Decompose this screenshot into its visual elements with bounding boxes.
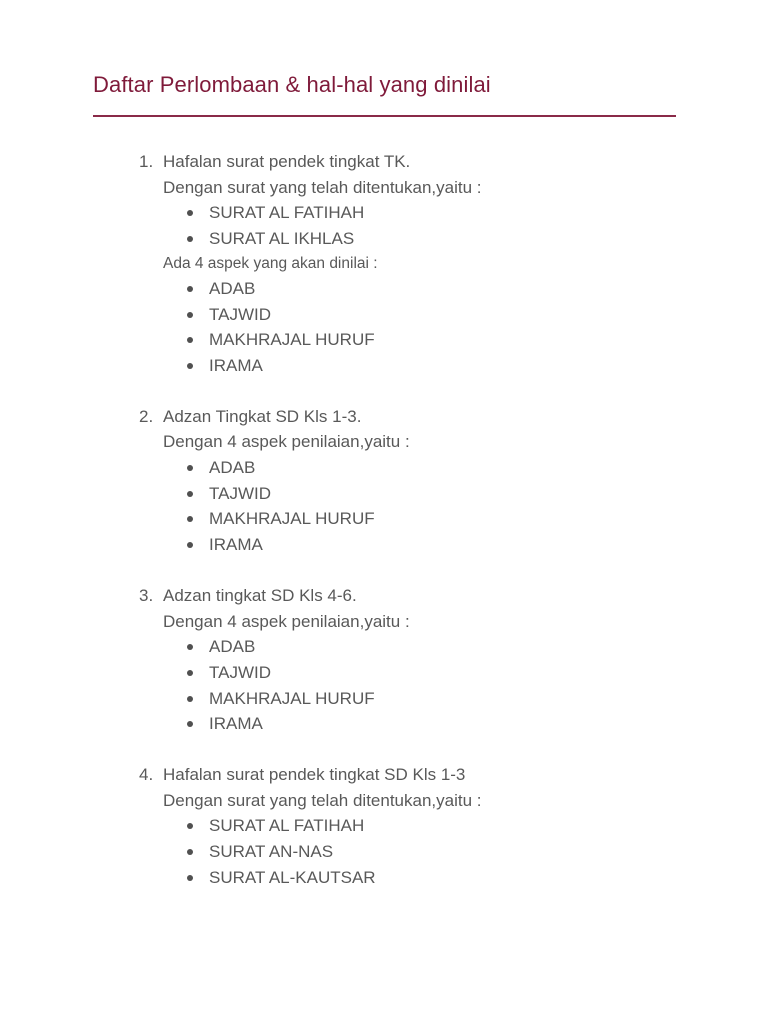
aspect-list (163, 634, 768, 737)
aspect-item (163, 711, 768, 737)
aspect-label: IRAMA (209, 355, 263, 375)
bullet-dot-icon (187, 491, 193, 497)
contest-heading: Adzan tingkat SD Kls 4-6. (163, 585, 357, 605)
bullet-dot-icon (187, 823, 193, 829)
contest-number: 1. (139, 152, 154, 171)
contest-intro: Dengan 4 aspek penilaian,yaitu : (163, 611, 410, 631)
surah-item (163, 813, 768, 839)
bullet-dot-icon (187, 210, 193, 216)
aspect-list (163, 276, 768, 379)
aspect-label: ADAB (209, 278, 256, 298)
page-title: Daftar Perlombaan & hal-hal yang dinilai (93, 72, 491, 97)
aspect-label: TAJWID (209, 304, 272, 324)
contest-item-2 (0, 404, 768, 558)
bullet-dot-icon (187, 286, 193, 292)
surah-label: SURAT AN-NAS (209, 842, 334, 862)
bullet-dot-icon (187, 721, 193, 727)
contest-heading: Hafalan surat pendek tingkat TK. (163, 152, 411, 171)
contest-intro: Dengan surat yang telah ditentukan,yaitu : (163, 177, 482, 197)
aspect-item (163, 506, 768, 532)
aspect-label: IRAMA (209, 535, 263, 555)
contest-item-4 (0, 762, 768, 891)
aspect-item (163, 327, 768, 353)
aspect-item (163, 353, 768, 379)
aspect-list (163, 455, 768, 558)
bullet-dot-icon (187, 363, 193, 369)
aspect-item (163, 276, 768, 302)
bullet-dot-icon (187, 312, 193, 318)
contest-heading: Adzan Tingkat SD Kls 1-3. (163, 406, 362, 426)
surah-item (163, 839, 768, 865)
bullet-dot-icon (187, 670, 193, 676)
aspect-label: MAKHRAJAL HURUF (209, 509, 375, 529)
contest-intro: Dengan 4 aspek penilaian,yaitu : (163, 432, 410, 452)
bullet-dot-icon (187, 542, 193, 548)
contest-intro: Dengan surat yang telah ditentukan,yaitu : (163, 790, 482, 810)
surah-list (163, 200, 768, 251)
bullet-dot-icon (187, 337, 193, 343)
aspect-item (163, 455, 768, 481)
aspect-item (163, 532, 768, 558)
aspect-item (163, 686, 768, 712)
surah-item (163, 865, 768, 891)
aspect-item (163, 660, 768, 686)
contest-heading: Hafalan surat pendek tingkat SD Kls 1-3 (163, 765, 466, 785)
aspect-label: MAKHRAJAL HURUF (209, 330, 375, 350)
aspect-label: MAKHRAJAL HURUF (209, 688, 375, 708)
aspect-label: TAJWID (209, 483, 272, 503)
contest-number: 4. (139, 765, 154, 785)
surah-label: SURAT AL FATIHAH (209, 203, 365, 223)
title-divider (93, 115, 676, 117)
surah-item (163, 200, 768, 226)
aspect-item (163, 634, 768, 660)
aspect-item (163, 481, 768, 507)
contest-list (0, 149, 768, 916)
aspect-label: TAJWID (209, 662, 272, 682)
aspect-label: ADAB (209, 458, 256, 478)
contest-number: 2. (139, 406, 154, 426)
aspect-label: IRAMA (209, 714, 263, 734)
contest-number: 3. (139, 585, 154, 605)
bullet-dot-icon (187, 516, 193, 522)
aspect-item (163, 302, 768, 328)
contest-item-1 (0, 149, 768, 379)
bullet-dot-icon (187, 465, 193, 471)
bullet-dot-icon (187, 644, 193, 650)
bullet-dot-icon (187, 696, 193, 702)
surah-label: SURAT AL IKHLAS (209, 229, 355, 249)
contest-item-3 (0, 583, 768, 737)
bullet-dot-icon (187, 849, 193, 855)
surah-item (163, 226, 768, 252)
surah-label: SURAT AL FATIHAH (209, 816, 365, 836)
bullet-dot-icon (187, 236, 193, 242)
aspect-label: ADAB (209, 637, 256, 657)
bullet-dot-icon (187, 875, 193, 881)
aspects-intro: Ada 4 aspek yang akan dinilai : (163, 254, 378, 272)
surah-list (163, 813, 768, 890)
surah-label: SURAT AL-KAUTSAR (209, 867, 376, 887)
